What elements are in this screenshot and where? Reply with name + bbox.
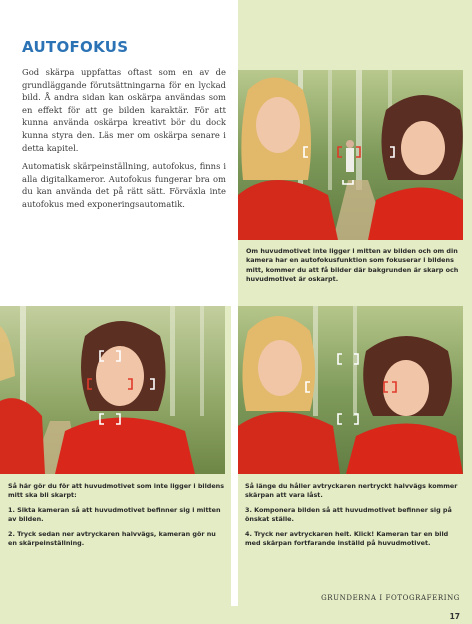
caption-step-3: 3. Komponera bilden så att huvudmotivet befinner sig på önskat ställe. <box>245 505 452 524</box>
caption-top-text: Om huvudmotivet inte ligger i mitten av bilden och om din kamera har en autofokusfunktion som fokuserar i bildens mitt, kommer du att få bilder där bakgrunden är skarp och huvudmotivet är oskarpt. <box>246 247 459 284</box>
photo-two-women-background-focus <box>238 70 463 240</box>
caption-bottom-left-intro: Så här gör du för att huvudmotivet som inte ligger i bildens mitt ska bli skarpt: <box>8 482 225 500</box>
body-paragraph-2: Automatisk skärpeinställning, autofokus, finns i alla digitalkameror. Autofokus fungerar bra om du kan använda det på rätt sätt. Förväxla inte autofokus med exponeringsautomatik. <box>22 161 226 209</box>
caption-step-2: 2. Tryck sedan ner avtryckaren halvvägs, kameran gör nu en skärpeinställning. <box>8 529 216 548</box>
caption-bottom-right <box>245 482 463 553</box>
caption-step-1: 1. Sikta kameran så att huvudmotivet befinner sig i mitten av bilden. <box>8 505 221 524</box>
caption-top <box>246 247 464 290</box>
page-number: 17 <box>449 612 460 621</box>
body-paragraph-1: God skärpa uppfattas oftast som en av de grundläggande förutsättningarna för en lyckad bild. Å andra sidan kan oskärpa användas som en effekt för att ge bilden karaktär. För att kunna använda oskärpa kreativt bör du dock kunna styra den. Läs mer om oskärpa senare i detta kapitel. <box>22 67 226 153</box>
caption-bottom-right-intro: Så länge du håller avtryckaren nertryckt halvvägs kommer skärpan att vara låst. <box>245 482 458 500</box>
page-footer <box>300 585 460 623</box>
body-text <box>22 66 226 217</box>
footer-title: GRUNDERNA I FOTOGRAFERING <box>321 594 460 602</box>
bottom-gutter <box>231 306 238 606</box>
caption-step-4: 4. Tryck ner avtryckaren helt. Klick! Kameran tar en bild med skärpan fortfarande inställd på huvudmotivet. <box>245 529 449 548</box>
photo-woman-centered-focus <box>0 306 225 474</box>
photo-two-women-subject-focus <box>238 306 463 474</box>
caption-bottom-left <box>8 482 226 553</box>
section-heading: AUTOFOKUS <box>22 38 129 56</box>
